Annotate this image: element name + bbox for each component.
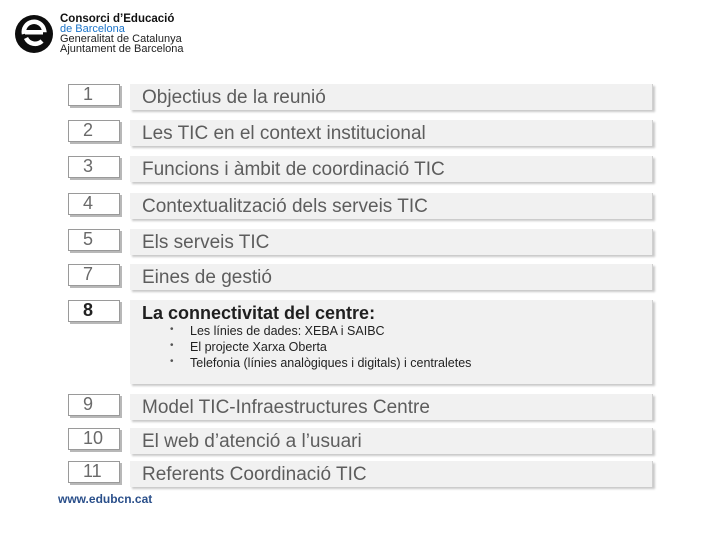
logo-line-4: Ajuntament de Barcelona bbox=[60, 43, 184, 55]
agenda-title: Eines de gestió bbox=[142, 267, 272, 288]
footer-website-link[interactable]: www.edubcn.cat bbox=[58, 492, 153, 506]
agenda-number: 4 bbox=[83, 193, 94, 213]
agenda-number-box bbox=[68, 300, 120, 322]
agenda-title: Referents Coordinació TIC bbox=[142, 464, 367, 485]
agenda-number-box bbox=[68, 229, 120, 251]
consorci-logo bbox=[14, 14, 214, 64]
agenda-number-box bbox=[68, 193, 120, 215]
agenda-number: 2 bbox=[83, 120, 94, 140]
agenda-number: 9 bbox=[83, 394, 94, 414]
agenda-title: El web d’atenció a l’usuari bbox=[142, 431, 362, 452]
agenda-number: 8 bbox=[83, 300, 94, 320]
agenda-number-box bbox=[68, 461, 120, 483]
sub-item-text: El projecte Xarxa Oberta bbox=[190, 340, 327, 354]
agenda-number: 11 bbox=[83, 461, 102, 481]
agenda-title-box bbox=[130, 229, 653, 255]
agenda-title: Contextualització dels serveis TIC bbox=[142, 196, 428, 217]
sub-item-text: Les línies de dades: XEBA i SAIBC bbox=[190, 324, 385, 338]
agenda-title: Objectius de la reunió bbox=[142, 87, 326, 108]
agenda-number: 10 bbox=[83, 428, 104, 448]
bullet-icon: • bbox=[170, 340, 174, 351]
agenda-title: Model TIC-Infraestructures Centre bbox=[142, 397, 430, 418]
agenda-title-box bbox=[130, 394, 653, 420]
agenda-title: Les TIC en el context institucional bbox=[142, 123, 426, 144]
agenda-number-box bbox=[68, 84, 120, 106]
consorci-e-logo-icon bbox=[14, 14, 54, 54]
agenda-title: Funcions i àmbit de coordinació TIC bbox=[142, 159, 445, 180]
logo-line-3: Generalitat de Catalunya bbox=[60, 33, 182, 45]
agenda-title-box-current bbox=[130, 300, 653, 384]
bullet-icon: • bbox=[170, 324, 174, 335]
logo-text bbox=[60, 14, 184, 54]
agenda-title-box bbox=[130, 193, 653, 219]
agenda-number-box bbox=[68, 428, 120, 450]
logo-line-1: Consorci d’Educació bbox=[60, 13, 175, 25]
agenda-title: La connectivitat del centre: bbox=[142, 303, 376, 323]
agenda-number: 3 bbox=[83, 156, 94, 176]
agenda-number: 7 bbox=[83, 264, 94, 284]
logo-line-2: de Barcelona bbox=[60, 23, 125, 35]
sub-item-text: Telefonia (línies analògiques i digitals) i centraletes bbox=[190, 356, 472, 370]
agenda-number-box bbox=[68, 264, 120, 286]
agenda-title-box bbox=[130, 84, 653, 110]
agenda-title-box bbox=[130, 156, 653, 182]
agenda-number-box bbox=[68, 120, 120, 142]
agenda-title: Els serveis TIC bbox=[142, 232, 270, 253]
agenda-title-box bbox=[130, 264, 653, 290]
agenda-title-box bbox=[130, 428, 653, 454]
agenda-number: 5 bbox=[83, 229, 94, 249]
agenda-title-box bbox=[130, 120, 653, 146]
agenda-number: 1 bbox=[83, 84, 94, 104]
agenda-number-box bbox=[68, 394, 120, 416]
agenda-number-box bbox=[68, 156, 120, 178]
agenda-title-box bbox=[130, 461, 653, 487]
bullet-icon: • bbox=[170, 356, 174, 367]
